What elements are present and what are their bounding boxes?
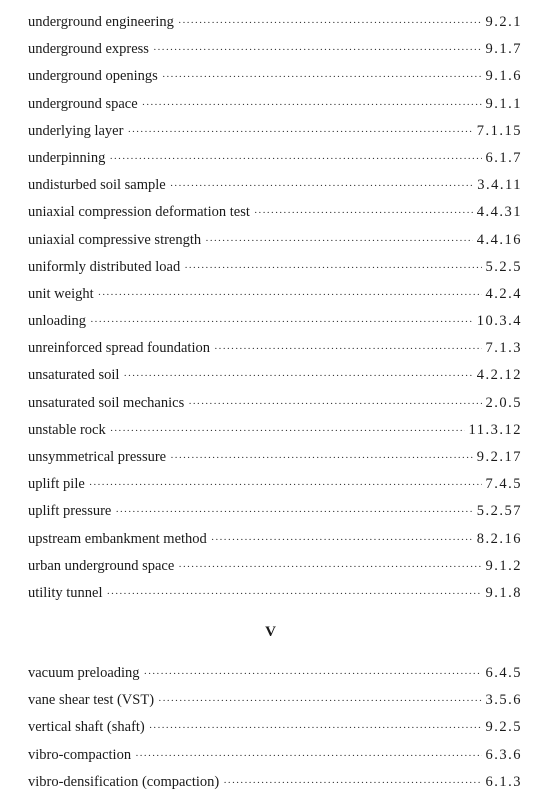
index-term: vibro-densification (compaction)	[28, 773, 220, 790]
index-entry	[28, 41, 522, 68]
dot-leader	[144, 668, 482, 680]
index-entry	[28, 719, 522, 746]
index-term: vertical shaft (shaft)	[28, 719, 145, 736]
index-term: vane shear test (VST)	[28, 692, 155, 709]
index-entry	[28, 774, 522, 801]
clause-ref: 4.2.4	[485, 285, 522, 302]
clause-ref: 2.0.5	[485, 394, 522, 411]
dot-leader	[223, 777, 481, 789]
clause-ref: 8.2.16	[476, 530, 522, 547]
index-term: unsymmetrical pressure	[28, 449, 167, 465]
dot-leader	[123, 370, 472, 382]
dot-leader	[89, 479, 482, 491]
index-term: underground space	[28, 95, 138, 112]
clause-ref: 6.1.3	[485, 773, 522, 790]
dot-leader	[205, 235, 473, 247]
index-entry	[28, 531, 522, 558]
index-section-u	[28, 14, 522, 612]
clause-ref: 9.2.5	[485, 719, 522, 736]
index-section-v	[28, 665, 522, 801]
index-entry	[28, 123, 522, 150]
index-term: underground express	[28, 41, 149, 58]
dot-leader	[188, 398, 481, 410]
dot-leader	[170, 452, 473, 464]
index-entry	[28, 68, 522, 95]
index-entry	[28, 204, 522, 231]
index-entry	[28, 422, 522, 449]
dot-leader	[178, 17, 482, 29]
dot-leader	[109, 153, 481, 165]
index-term: unloading	[28, 313, 86, 330]
index-term: vibro-compaction	[28, 746, 132, 763]
index-term: unstable rock	[28, 421, 106, 438]
dot-leader	[178, 561, 481, 573]
index-entry	[28, 476, 522, 503]
clause-ref: 7.1.3	[485, 340, 522, 357]
dot-leader	[107, 588, 482, 600]
clause-ref: 4.4.31	[476, 204, 522, 221]
clause-ref: 10.3.4	[476, 313, 522, 330]
index-entry	[28, 585, 522, 612]
index-term: uplift pressure	[28, 503, 112, 520]
dot-leader	[162, 71, 482, 83]
dot-leader	[153, 44, 482, 56]
clause-ref: 9.2.1	[485, 14, 522, 30]
index-term: unit weight	[28, 285, 94, 302]
clause-ref: 11.3.12	[468, 421, 522, 438]
index-term: underground engineering	[28, 14, 174, 30]
index-term: unsaturated soil mechanics	[28, 394, 185, 411]
clause-ref: 4.4.16	[476, 231, 522, 248]
index-term: upstream embankment method	[28, 530, 207, 547]
index-term: utility tunnel	[28, 584, 103, 601]
clause-ref: 6.3.6	[485, 746, 522, 763]
clause-ref: 7.1.15	[476, 122, 522, 139]
index-entry	[28, 747, 522, 774]
clause-ref: 5.2.5	[485, 258, 522, 275]
dot-leader	[214, 343, 482, 355]
index-entry	[28, 503, 522, 530]
index-term: unreinforced spread foundation	[28, 340, 210, 357]
index-term: underlying layer	[28, 122, 124, 139]
dot-leader	[254, 207, 473, 219]
dot-leader	[127, 126, 472, 138]
index-entry	[28, 449, 522, 476]
index-entry	[28, 395, 522, 422]
clause-ref: 6.4.5	[485, 665, 522, 681]
index-entry	[28, 367, 522, 394]
dot-leader	[170, 180, 474, 192]
dot-leader	[149, 722, 482, 734]
index-entry	[28, 313, 522, 340]
index-entry	[28, 340, 522, 367]
index-term: undisturbed soil sample	[28, 177, 166, 194]
dot-leader	[135, 750, 481, 762]
dot-leader	[184, 262, 481, 274]
index-term: underground openings	[28, 68, 158, 85]
dot-leader	[158, 695, 481, 707]
dot-leader	[142, 99, 482, 111]
clause-ref: 6.1.7	[485, 149, 522, 166]
section-heading-v: V	[265, 624, 276, 640]
index-term: underpinning	[28, 149, 106, 166]
index-term: uniaxial compression deformation test	[28, 204, 250, 221]
clause-ref: 9.1.1	[485, 95, 522, 112]
clause-ref: 3.4.11	[477, 177, 522, 194]
clause-ref: 4.2.12	[476, 367, 522, 384]
index-entry	[28, 259, 522, 286]
index-entry	[28, 150, 522, 177]
clause-ref: 9.2.17	[476, 449, 522, 465]
clause-ref: 7.4.5	[485, 476, 522, 493]
dot-leader	[110, 425, 465, 437]
index-term: uplift pile	[28, 476, 85, 493]
index-entry	[28, 665, 522, 692]
clause-ref: 9.1.7	[485, 41, 522, 58]
index-term: urban underground space	[28, 557, 175, 574]
index-term: vacuum preloading	[28, 665, 140, 681]
index-entry	[28, 96, 522, 123]
index-term: uniformly distributed load	[28, 258, 181, 275]
clause-ref: 9.1.6	[485, 68, 522, 85]
index-term: uniaxial compressive strength	[28, 231, 202, 248]
dot-leader	[98, 289, 482, 301]
dot-leader	[115, 506, 472, 518]
index-entry	[28, 286, 522, 313]
clause-ref: 5.2.57	[476, 503, 522, 520]
index-entry	[28, 14, 522, 41]
index-entry	[28, 232, 522, 259]
dot-leader	[211, 534, 473, 546]
index-entry	[28, 177, 522, 204]
clause-ref: 9.1.8	[485, 584, 522, 601]
index-entry	[28, 692, 522, 719]
clause-ref: 9.1.2	[485, 557, 522, 574]
clause-ref: 3.5.6	[485, 692, 522, 709]
index-entry	[28, 558, 522, 585]
index-term: unsaturated soil	[28, 367, 120, 384]
dot-leader	[90, 316, 473, 328]
